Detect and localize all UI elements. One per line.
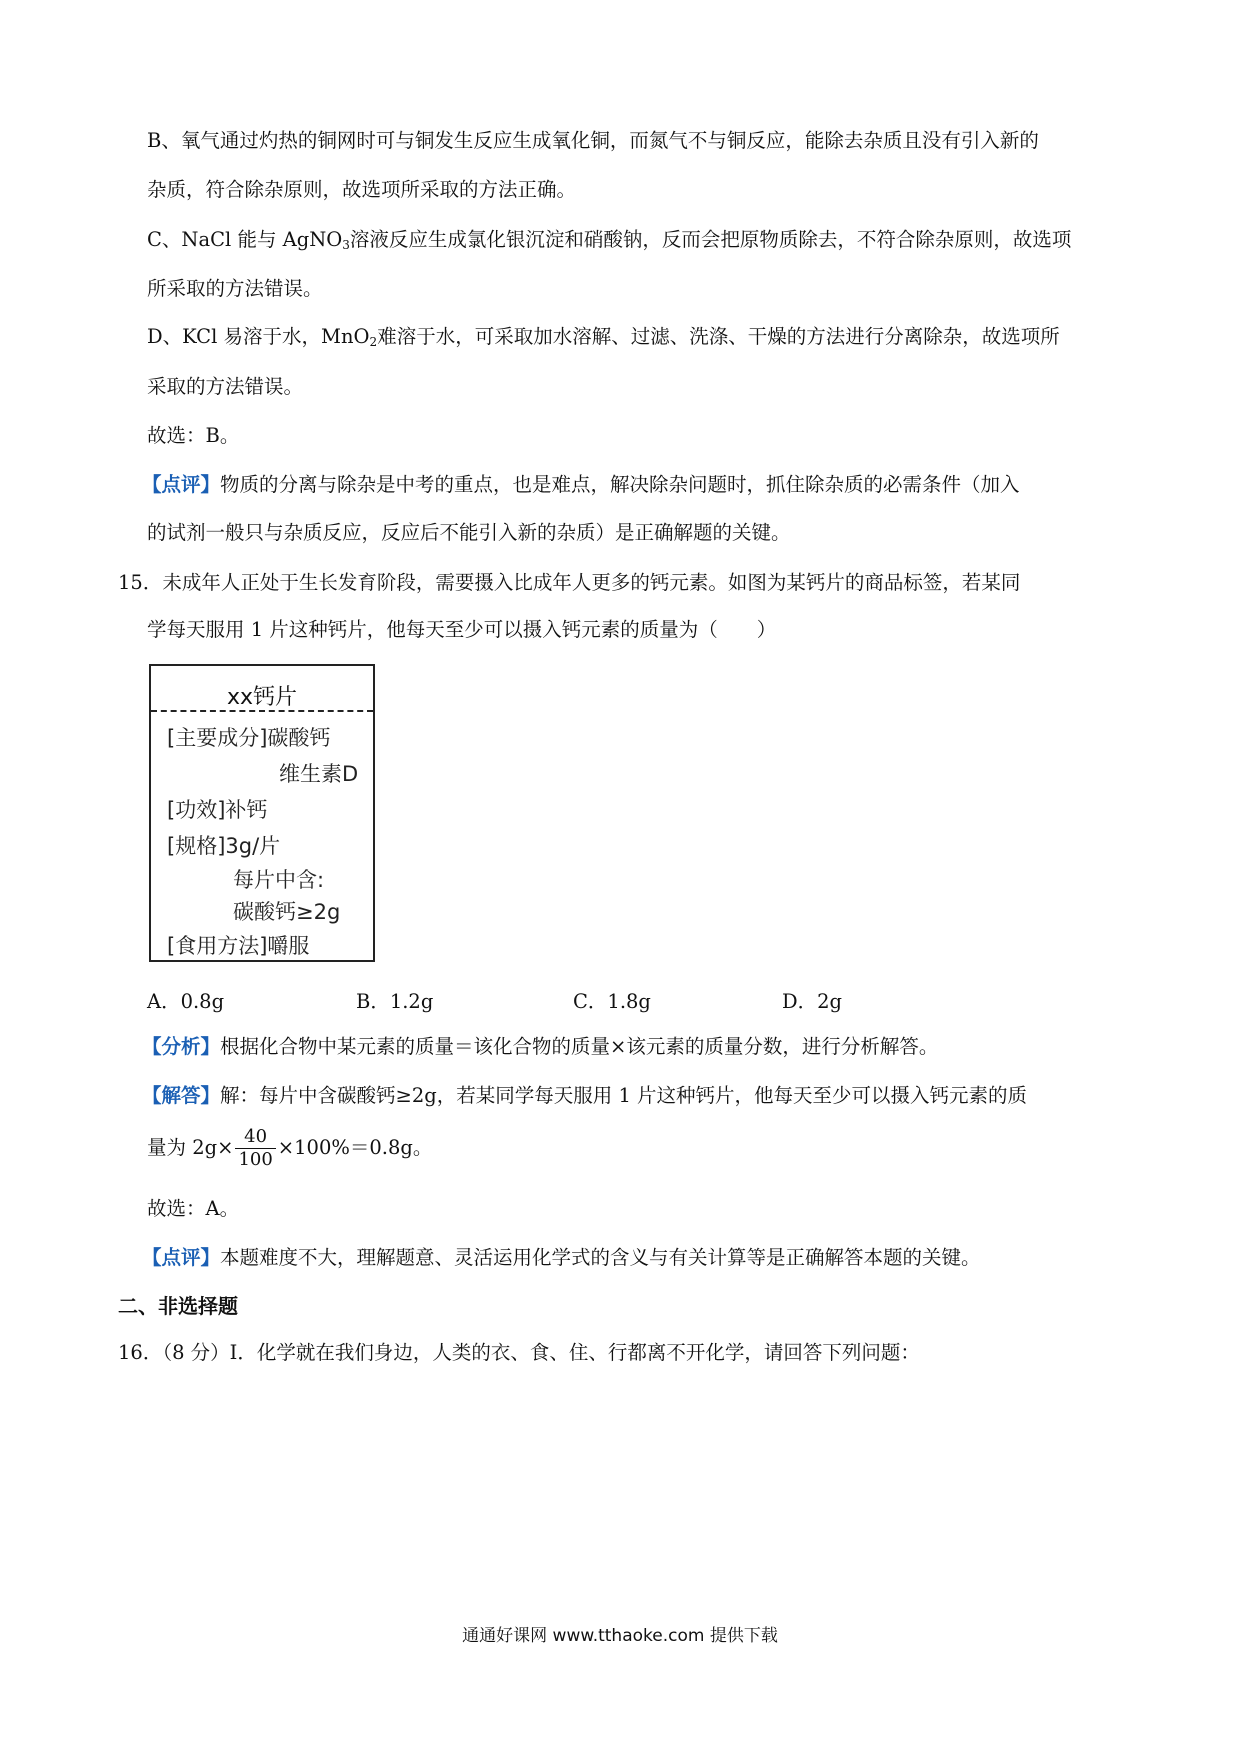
label-per-tablet: 每片中含: (233, 868, 325, 892)
label-usage: [食用方法]嚼服 (167, 934, 310, 958)
option-d: D．2g (782, 990, 843, 1013)
fraction-numerator: 40 (235, 1126, 275, 1149)
question-16-stem: 16．（8 分）Ⅰ．化学就在我们身边，人类的衣、食、住、行都离不开化学，请回答下列问题： (118, 1341, 920, 1364)
analysis-text: 根据化合物中某元素的质量＝该化合物的质量×该元素的质量分数，进行分析解答。 (220, 1035, 939, 1058)
prev-comment-line-1 (142, 472, 1020, 498)
calcium-tablet-label (149, 664, 375, 962)
label-divider (151, 710, 373, 712)
option-a: A．0.8g (147, 990, 225, 1013)
option-d-text-cont: 难溶于水，可采取加水溶解、过滤、洗涤、干燥的方法进行分离除杂，故选项所 (377, 325, 1060, 348)
q15-comment-line (142, 1245, 981, 1271)
analysis-line (142, 1034, 938, 1060)
label-ingredients-2: 维生素D (279, 762, 359, 786)
option-b: B．1.2g (356, 990, 434, 1013)
option-c-line-2: 所采取的方法错误。 (147, 277, 323, 300)
comment-text: 本题难度不大，理解题意、灵活运用化学式的含义与有关计算等是正确解答本题的关键。 (220, 1246, 981, 1269)
solution-text-2: 量为 2g× (147, 1136, 234, 1159)
comment-tag: 【点评】 (142, 473, 221, 496)
option-c-text: C、NaCl 能与 AgNO (147, 228, 343, 251)
page-footer: 通通好课网 www.tthaoke.com 提供下载 (462, 1626, 778, 1646)
comment-text: 物质的分离与除杂是中考的重点，也是难点，解决除杂问题时，抓住除杂质的必需条件（加入 (220, 473, 1020, 496)
prev-answer: 故选：B。 (147, 424, 240, 447)
label-title: xx钙片 (226, 685, 298, 710)
question-15-stem-1: 15．未成年人正处于生长发育阶段，需要摄入比成年人更多的钙元素。如图为某钙片的商品标签，若某同 (118, 571, 1021, 594)
label-ingredients: [主要成分]碳酸钙 (167, 726, 331, 750)
question-15-stem-2: 学每天服用 1 片这种钙片，他每天至少可以摄入钙元素的质量为（ ） (147, 618, 777, 641)
option-c-text-cont: 溶液反应生成氯化银沉淀和硝酸钠，反而会把原物质除去，不符合除杂原则，故选项 (349, 228, 1072, 251)
solution-text-3: ×100%＝0.8g。 (277, 1136, 433, 1159)
fraction (235, 1126, 275, 1171)
analysis-tag: 【分析】 (142, 1035, 221, 1058)
q15-answer: 故选：A。 (147, 1197, 240, 1220)
subscript: 2 (369, 335, 378, 349)
label-spec: [规格]3g/片 (167, 834, 281, 858)
option-c: C．1.8g (573, 990, 651, 1013)
comment-tag: 【点评】 (142, 1246, 221, 1269)
label-content: 碳酸钙≥2g (233, 900, 341, 924)
solution-tag: 【解答】 (142, 1084, 221, 1107)
option-b-line-1: B、氧气通过灼热的铜网时可与铜发生反应生成氧化铜，而氮气不与铜反应，能除去杂质且没有引入新的 (147, 129, 1039, 152)
fraction-denominator: 100 (238, 1149, 273, 1170)
option-d-line-1 (147, 324, 1060, 350)
option-d-line-2: 采取的方法错误。 (147, 375, 304, 398)
prev-comment-line-2: 的试剂一般只与杂质反应，反应后不能引入新的杂质）是正确解题的关键。 (147, 521, 791, 544)
subscript: 3 (342, 238, 350, 252)
option-d-text: D、KCl 易溶于水，MnO (147, 325, 370, 348)
option-b-line-2: 杂质，符合除杂原则，故选项所采取的方法正确。 (147, 178, 577, 201)
solution-text: 解：每片中含碳酸钙≥2g，若某同学每天服用 1 片这种钙片，他每天至少可以摄入钙元素的质 (220, 1084, 1028, 1107)
option-c-line-1 (147, 227, 1071, 253)
section-heading: 二、非选择题 (118, 1294, 238, 1318)
label-effect: [功效]补钙 (167, 798, 268, 822)
solution-line-2 (147, 1126, 432, 1171)
solution-line-1 (142, 1083, 1027, 1109)
